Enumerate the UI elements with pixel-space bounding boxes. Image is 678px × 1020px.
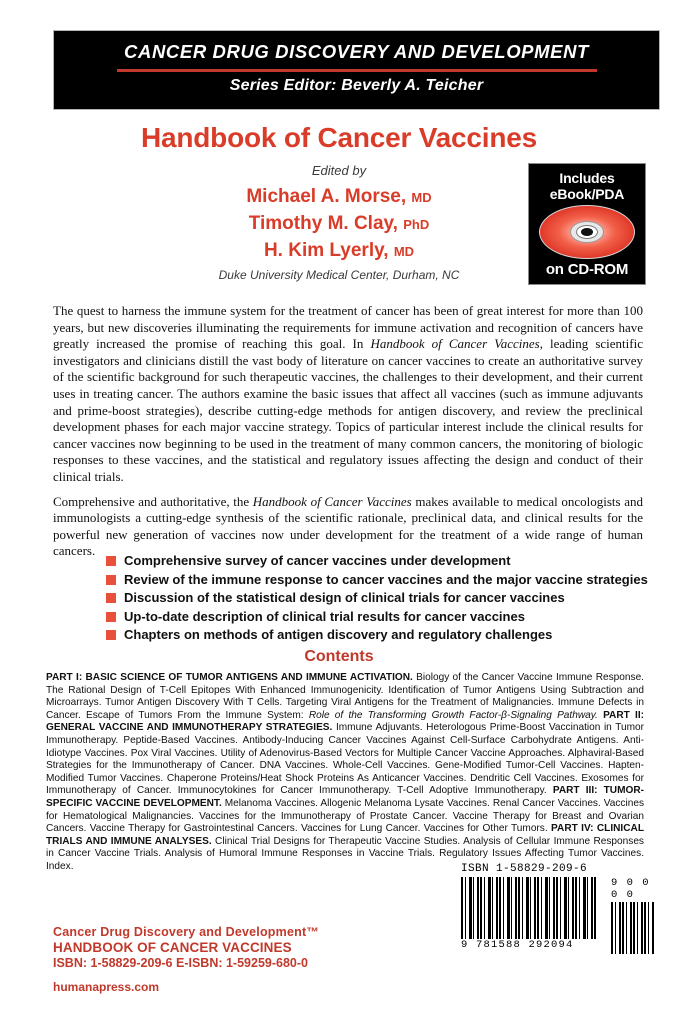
series-editor: Series Editor: Beverly A. Teicher: [229, 77, 484, 94]
series-divider-rule: [117, 69, 597, 72]
book-title: Handbook of Cancer Vaccines: [140, 122, 538, 153]
editor-degree: MD: [411, 190, 432, 205]
contents-part4-text: Clinical Trial Designs for Therapeutic Vaccine Studies. Analysis of Cellular Immune Responses in Cancer Vaccine Trials. Analysis of Humoral Immune Responses in Vaccine Trials. Regulatory Issues Affecting Tumor Vaccines. Index.: [46, 835, 644, 872]
contents-part3-label: PART III: TUMOR-SPECIFIC VACCINE DEVELOPMENT.: [46, 785, 645, 809]
contents-part1-text-a: Biology of the Cancer Vaccine Immune Response. The Rational Design of T-Cell Epitopes With Enhanced Immunogenicity. Identification of Tumor Antigens Using Subtraction and Microarrays. Tumor Antigen Discovery With T Cells. Targeting Viral Antigens for the Treatment of Malignancies. Immune Defects in Cancer. Escape of Tumors From the Immune System:: [46, 672, 644, 721]
back-cover-blurb: [53, 303, 643, 568]
list-item: [106, 553, 651, 568]
editor-degree: MD: [393, 244, 415, 259]
feature-bullet-list: [106, 553, 651, 646]
cd-rom-badge: [528, 163, 646, 285]
series-band: [53, 30, 660, 110]
series-title: CANCER DRUG DISCOVERY AND DEVELOPMENT: [124, 41, 589, 62]
list-item: [106, 609, 651, 624]
contents-part4-label: PART IV: CLINICAL TRIALS AND IMMUNE ANALYSES.: [46, 823, 644, 847]
footer-isbn-line: ISBN: 1-58829-209-6 E-ISBN: 1-59259-680-0: [53, 956, 308, 970]
barcode-addon-digits: 9 0 0 0 0: [611, 877, 651, 901]
edited-by-label: Edited by: [311, 163, 367, 178]
editor-name: Timothy M. Clay,: [248, 213, 398, 234]
bullet-label: Review of the immune response to cancer vaccines and the major vaccine strategies: [124, 571, 648, 587]
cd-badge-line-includes: Includes: [559, 170, 615, 186]
barcode-block: [461, 863, 651, 951]
blurb-paragraph-2: [53, 494, 643, 560]
blurb-p2-part-b: makes available to medical oncologists and immunologists a cutting-edge synthesis of the scientific rationale, preclinical data, and clinical results for the powerful new generation of vaccines now under development for the treatment of a wide range of human cancers.: [53, 493, 643, 559]
square-bullet-icon: [106, 575, 116, 585]
ean13-barcode-digits: 9 781588 292094: [461, 939, 574, 951]
blurb-paragraph-1: [53, 303, 643, 486]
blurb-p1-part-a: The quest to harness the immune system for the treatment of cancer has been of great interest for more than 100 years, but new discoveries illuminating the requirements for immune activation and recognition of cancers have greatly increased the promise of reaching this goal. In: [53, 303, 643, 352]
list-item: [106, 572, 651, 587]
contents-part2-text: Immune Adjuvants. Heterologous Prime-Boost Vaccination in Tumor Immunotherapy. Peptide-Based Vaccines. Antibody-Inducing Cancer Vaccines Against Cell-Surface Carbohydrate Antigens. Anti-Idiotype Vaccines. Pox Viral Vaccines. Utility of Adenovirus-Based Vectors for Multiple Cancer Vaccine Approaches. Alphaviral-Based Strategies for the Immunotherapy of Cancer. DNA Vaccines. Whole-Cell Vaccines. Gene-Modified Tumor-Cell Vaccines. Hapten-Modified Tumor Vaccines. Chaperone Proteins/Heat Shock Proteins As Anticancer Vaccines. Dendritic Cell Vaccines. Exosomes for Immunotherapy of Cancer. Immunocytokines for Cancer Immunotherapy. T-Cell Adoptive Immunotherapy.: [46, 722, 644, 797]
square-bullet-icon: [106, 630, 116, 640]
blurb-p2-part-a: Comprehensive and authoritative, the: [53, 493, 253, 509]
bullet-label: Chapters on methods of antigen discovery and regulatory challenges: [124, 627, 553, 642]
contents-part1-label: PART I: BASIC SCIENCE OF TUMOR ANTIGENS AND IMMUNE ACTIVATION.: [46, 672, 413, 683]
editors-affiliation: Duke University Medical Center, Durham, NC: [218, 268, 460, 282]
barcode-addon-bars: [611, 902, 655, 954]
barcode-addon: [611, 877, 655, 954]
blurb-p1-part-b: , leading scientific investigators and clinicians distill the vast body of literature on cancer vaccines to create an authoritative survey of the scientific background for such therapeutic vaccines, the challenges to their development, and their current uses in treating cancer. The authors examine the basic issues that affect all vaccines (such as immune adjuvants and prime-boost strategies), describe cutting-edge methods for antigen discovery, and review the preclinical development phases for each major vaccine strategy. Topics of particular interest include the clinical results for cancer vaccines now beginning to be used in the treatment of many common cancers, the monitoring of biologic responses to these vaccines, and the statistical and regulatory issues affecting the design and conduct of their clinical trials.: [53, 336, 643, 484]
publisher-website[interactable]: humanapress.com: [53, 980, 160, 994]
cd-badge-line-ebook-pda: eBook/PDA: [549, 186, 625, 202]
blurb-p2-title-italic: Handbook of Cancer Vaccines: [252, 493, 412, 509]
square-bullet-icon: [106, 593, 116, 603]
contents-part1-italic: Role of the Transforming Growth Factor-β-Signaling Pathway.: [308, 709, 598, 721]
bullet-label: Comprehensive survey of cancer vaccines under development: [124, 553, 511, 568]
contents-paragraph: [46, 672, 644, 874]
barcode-isbn-label: ISBN 1-58829-209-6: [461, 863, 588, 875]
footer-title-line: HANDBOOK OF CANCER VACCINES: [53, 940, 292, 955]
ean13-barcode-bars: [461, 877, 598, 939]
list-item: [106, 627, 651, 642]
contents-part3-text: Melanoma Vaccines. Allogenic Melanoma Lysate Vaccines. Renal Cancer Vaccines. Vaccines for Hematological Malignancies. Vaccines for the Immunotherapy of Prostate Cancer. Vaccine Therapy for Breast and Ovarian Cancers. Vaccine Therapy for Gastrointestinal Cancers. Vaccines for Lung Cancer. Vaccines for Other Tumors.: [46, 797, 644, 835]
blurb-p1-title-italic: Handbook of Cancer Vaccines: [370, 336, 540, 352]
footer-series-line: Cancer Drug Discovery and Development™: [53, 925, 320, 939]
cover-footer: [53, 925, 319, 994]
cd-badge-line-on-cdrom: on CD-ROM: [545, 261, 629, 278]
contents-part2-label: PART II: GENERAL VACCINE AND IMMUNOTHERAPY STRATEGIES.: [46, 709, 644, 734]
contents-body: [46, 672, 644, 874]
list-item: [106, 590, 651, 605]
square-bullet-icon: [106, 556, 116, 566]
disc-hub-center: [581, 228, 593, 236]
editor-name: Michael A. Morse,: [246, 186, 407, 207]
contents-heading: Contents: [304, 648, 374, 665]
bullet-label: Up-to-date description of clinical trial results for cancer vaccines: [124, 608, 525, 624]
editor-name: H. Kim Lyerly,: [263, 240, 389, 261]
square-bullet-icon: [106, 612, 116, 622]
editor-degree: PhD: [403, 217, 430, 232]
bullet-label: Discussion of the statistical design of clinical trials for cancer vaccines: [124, 590, 565, 605]
compact-disc-icon: [539, 205, 635, 259]
